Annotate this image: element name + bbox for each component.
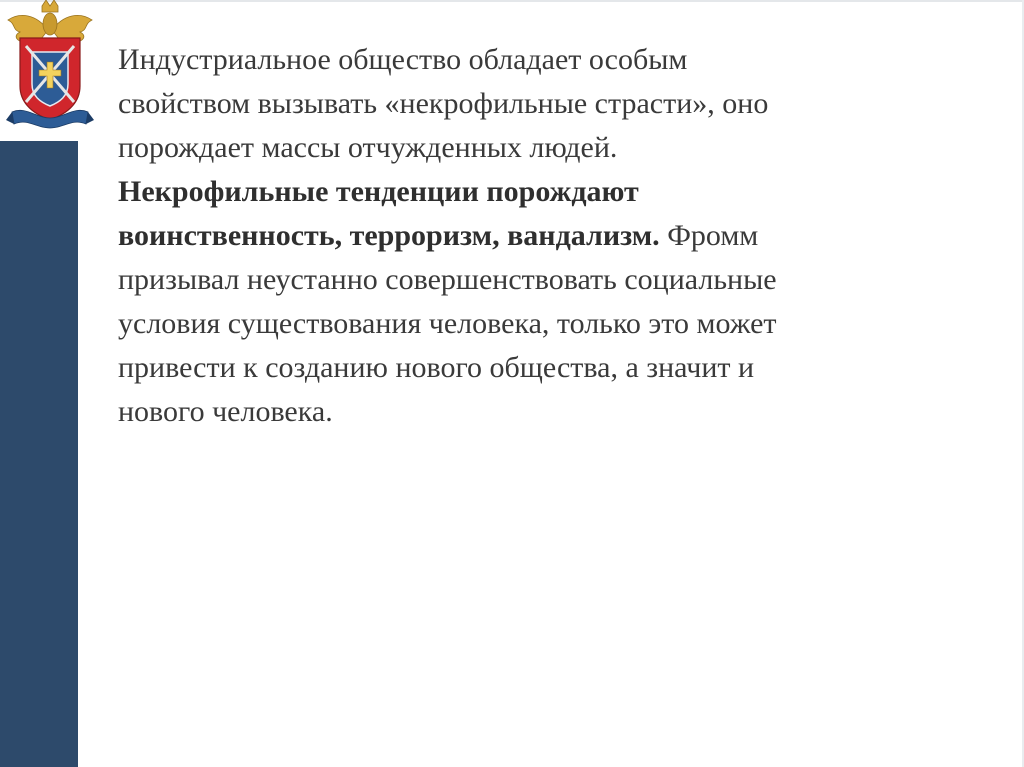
body-text-intro: Индустриальное общество обладает особым свойством вызывать «некрофильные страсти», оно порождает массы отчужденных людей. <box>118 43 769 164</box>
slide-body-text <box>118 38 988 434</box>
side-bar <box>0 141 78 767</box>
body-text-emphasis: Некрофильные тенденции порождают воинственность, терроризм, вандализм. <box>118 175 660 252</box>
emblem-icon <box>2 0 98 134</box>
body-text-conclusion: Фромм призывал неустанно совершенствовать социальные условия существования человека, только это может привести к созданию нового общества, а значит и нового человека. <box>118 219 777 428</box>
slide-top-border <box>0 0 1024 2</box>
